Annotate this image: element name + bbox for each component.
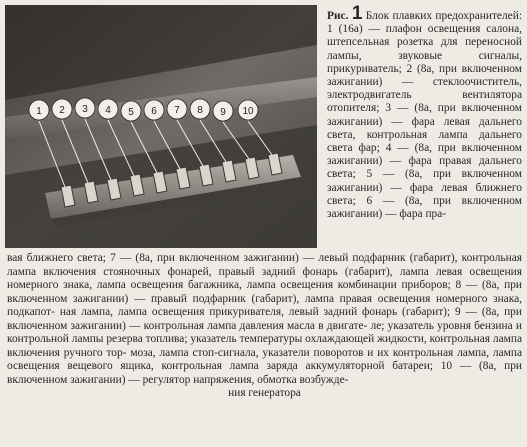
caption-line: (габарит), лампа левая освещения номерного знака, лампа освещения багажника, bbox=[7, 265, 522, 291]
fuse-block-photo bbox=[5, 5, 317, 248]
caption-text-right: 1 (16а) — плафон освещения салона, штепсельная розетка для переносной лампы, звуковые сигналы, прикуриватель; 2 (8а, при включенном зажигании) — стеклоочиститель, электродвигатель вентилятора отопителя; 3 — (8а, при включенном зажигании) — фара левая дальнего света, контрольная лампа дальнего света фар; 4 — (8а, при включенном зажигании) — фара правая дальнего света; 5 — (8а, при включенном зажигании) — фара левая ближнего света; 6 — (8а, при включенном зажигании) — фара пра- bbox=[327, 23, 522, 221]
figure-title: Блок плавких предохранителей: bbox=[365, 10, 522, 22]
caption-line: ле; указатель уровня бензина и контрольной лампы резерва топлива; указатель bbox=[7, 319, 522, 345]
fuse-label-2: 2 bbox=[59, 105, 65, 116]
figure-caption-right bbox=[327, 3, 522, 221]
fuse-label-10: 10 bbox=[242, 106, 254, 117]
caption-line: 10 — (8а, при включенном зажигании) — регулятор напряжения, обмотка возбужде- bbox=[7, 360, 522, 386]
fuse-block-illustration bbox=[5, 5, 317, 248]
fuse-label-3: 3 bbox=[82, 104, 88, 115]
caption-line: правый подфарник (габарит), лампа правая освещения номерного знака, подкапот- bbox=[7, 292, 522, 318]
figure-number: 1 bbox=[351, 3, 363, 24]
fuse-label-8: 8 bbox=[197, 105, 203, 116]
caption-line: (8а, при включенном зажигании) — контрольная лампа давления масла в двигате- bbox=[7, 306, 522, 332]
figure-caption-bottom bbox=[7, 252, 522, 401]
fuse-label-7: 7 bbox=[174, 105, 180, 116]
caption-line: моза, лампа стоп-сигнала, указатели поворотов и их контрольная лампа, лампа bbox=[130, 346, 522, 359]
fuse-label-1: 1 bbox=[36, 106, 42, 117]
caption-line: освещения вещевого ящика, контрольная лампа заряда аккумуляторной батареи; bbox=[7, 360, 433, 372]
fuse-label-6: 6 bbox=[151, 106, 157, 117]
fuse-label-4: 4 bbox=[105, 105, 111, 116]
caption-line: (габарит), контрольная лампа включения стояночных фонарей, правый задний фонарь bbox=[7, 252, 522, 278]
caption-line: вая ближнего света; 7 — (8а, при включенном зажигании) — левый подфарник bbox=[7, 252, 406, 264]
caption-line: ная лампа, лампа освещения прикуривателя, левый задний фонарь (габарит); 9 — bbox=[59, 306, 477, 318]
caption-line: лампа освещения комбинации приборов; 8 — (8а, при включенном зажигании) — bbox=[7, 279, 522, 305]
figure-label: Рис. bbox=[327, 10, 349, 22]
fuse-label-5: 5 bbox=[128, 107, 134, 118]
caption-line: температуры охлаждающей жидкости, контрольная лампа включения ручного тор- bbox=[7, 333, 522, 359]
caption-last-line: ния генератора bbox=[228, 387, 301, 399]
fuse-label-9: 9 bbox=[220, 107, 226, 118]
